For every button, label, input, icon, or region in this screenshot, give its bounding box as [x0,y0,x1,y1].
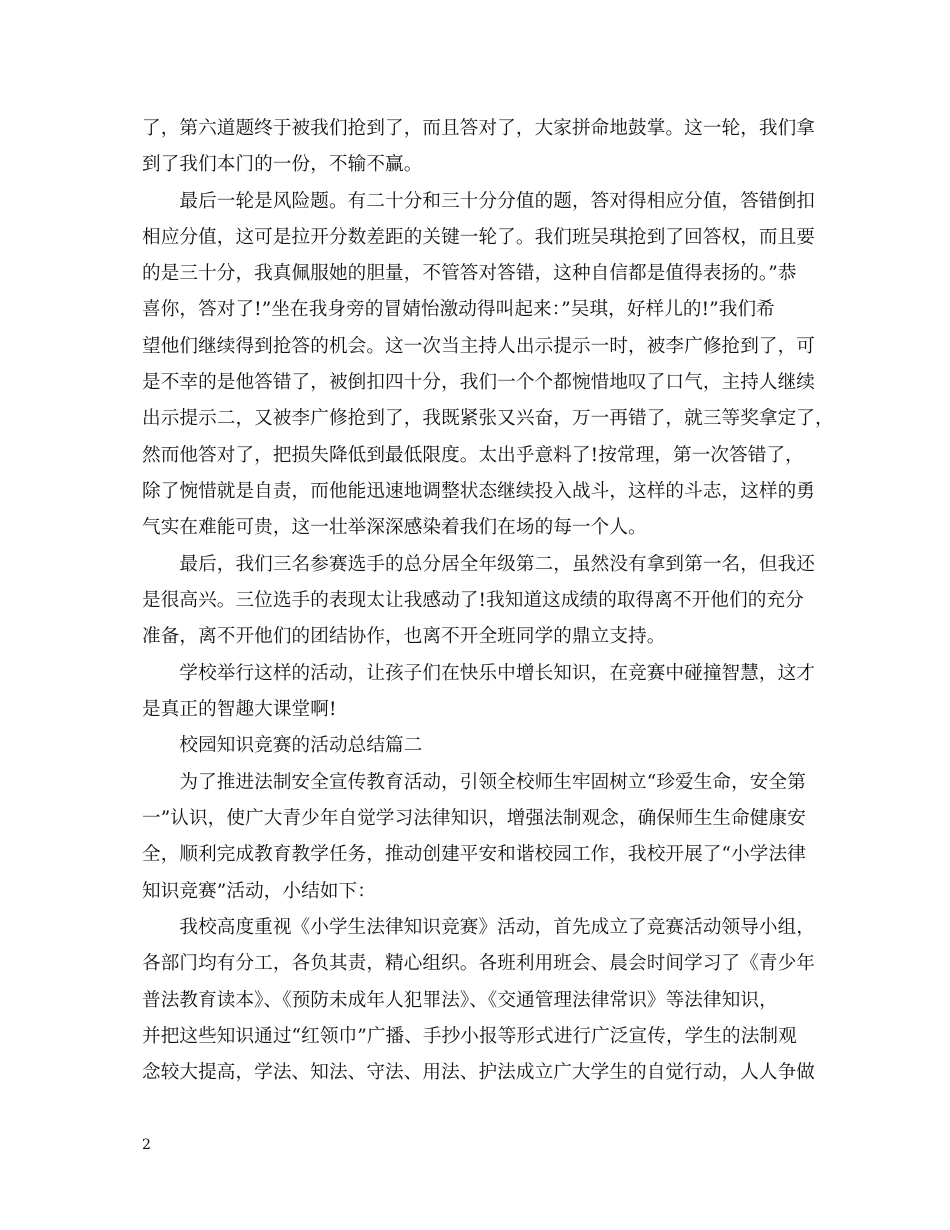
text-line: 气实在难能可贵，这一壮举深深感染着我们在场的每一个人。 [142,517,647,538]
text-line: 望他们继续得到抢答的机会。这一次当主持人出示提示一时，被李广修抢到了，可 [142,336,815,357]
text-line: 是很高兴。三位选手的表现太让我感动了!我知道这成绩的取得离不开他们的充分 [142,590,804,611]
text-line: 除了惋惜就是自责，而他能迅速地调整状态继续投入战斗，这样的斗志，这样的勇 [142,481,815,502]
text-line: 知识竞赛”活动，小结如下： [142,881,376,902]
text-line: 是真正的智趣大课堂啊! [142,699,337,720]
text-line: 普法教育读本》、《预防未成年人犯罪法》、《交通管理法律常识》等法律知识， [142,990,778,1011]
text-line: 到了我们本门的一份，不输不赢。 [142,154,423,175]
text-line: 最后，我们三名参赛选手的总分居全年级第二，虽然没有拿到第一名，但我还 [142,554,815,575]
text-line: 准备，离不开他们的团结协作，也离不开全班同学的鼎立支持。 [142,626,666,647]
text-line: 各部门均有分工，各负其责，精心组织。各班利用班会、晨会时间学习了《青少年 [142,953,815,974]
text-line: 全，顺利完成教育教学任务，推动创建平安和谐校园工作，我校开展了“小学法律 [142,844,806,865]
text-line: 的是三十分，我真佩服她的胆量，不管答对答错，这种自信都是值得表扬的。”恭 [142,263,797,284]
text-line: 我校高度重视《小学生法律知识竞赛》活动，首先成立了竞赛活动领导小组， [142,917,815,938]
text-line: 是不幸的是他答错了，被倒扣四十分，我们一个个都惋惜地叹了口气，主持人继续 [142,372,815,393]
text-line: 并把这些知识通过“红领巾”广播、手抄小报等形式进行广泛宣传，学生的法制观 [142,1026,797,1047]
page-number: 2 [142,1137,151,1153]
text-line: 了，第六道题终于被我们抢到了，而且答对了，大家拼命地鼓掌。这一轮，我们拿 [142,118,815,139]
text-line: 学校举行这样的活动，让孩子们在快乐中增长知识，在竞赛中碰撞智慧，这才 [142,663,815,684]
text-line: 出示提示二，又被李广修抢到了，我既紧张又兴奋，万一再错了，就三等奖拿定了， [142,408,834,429]
text-line: 最后一轮是风险题。有二十分和三十分分值的题，答对得相应分值，答错倒扣 [142,191,815,212]
section-heading: 校园知识竞赛的活动总结篇二 [142,735,423,756]
text-line: 然而他答对了，把损失降低到最低限度。太出乎意料了!按常理，第一次答错了， [142,445,804,466]
text-line: 喜你，答对了!”坐在我身旁的冒婧怡激动得叫起来：”吴琪，好样儿的!”我们希 [142,299,775,320]
text-line: 为了推进法制安全宣传教育活动，引领全校师生牢固树立“珍爱生命，安全第 [142,772,806,793]
text-line: 相应分值，这可是拉开分数差距的关键一轮了。我们班吴琪抢到了回答权，而且要 [142,227,815,248]
text-line: 念较大提高，学法、知法、守法、用法、护法成立广大学生的自觉行动，人人争做 [142,1062,815,1083]
text-line: 一”认识，使广大青少年自觉学习法律知识，增强法制观念，确保师生生命健康安 [142,808,806,829]
